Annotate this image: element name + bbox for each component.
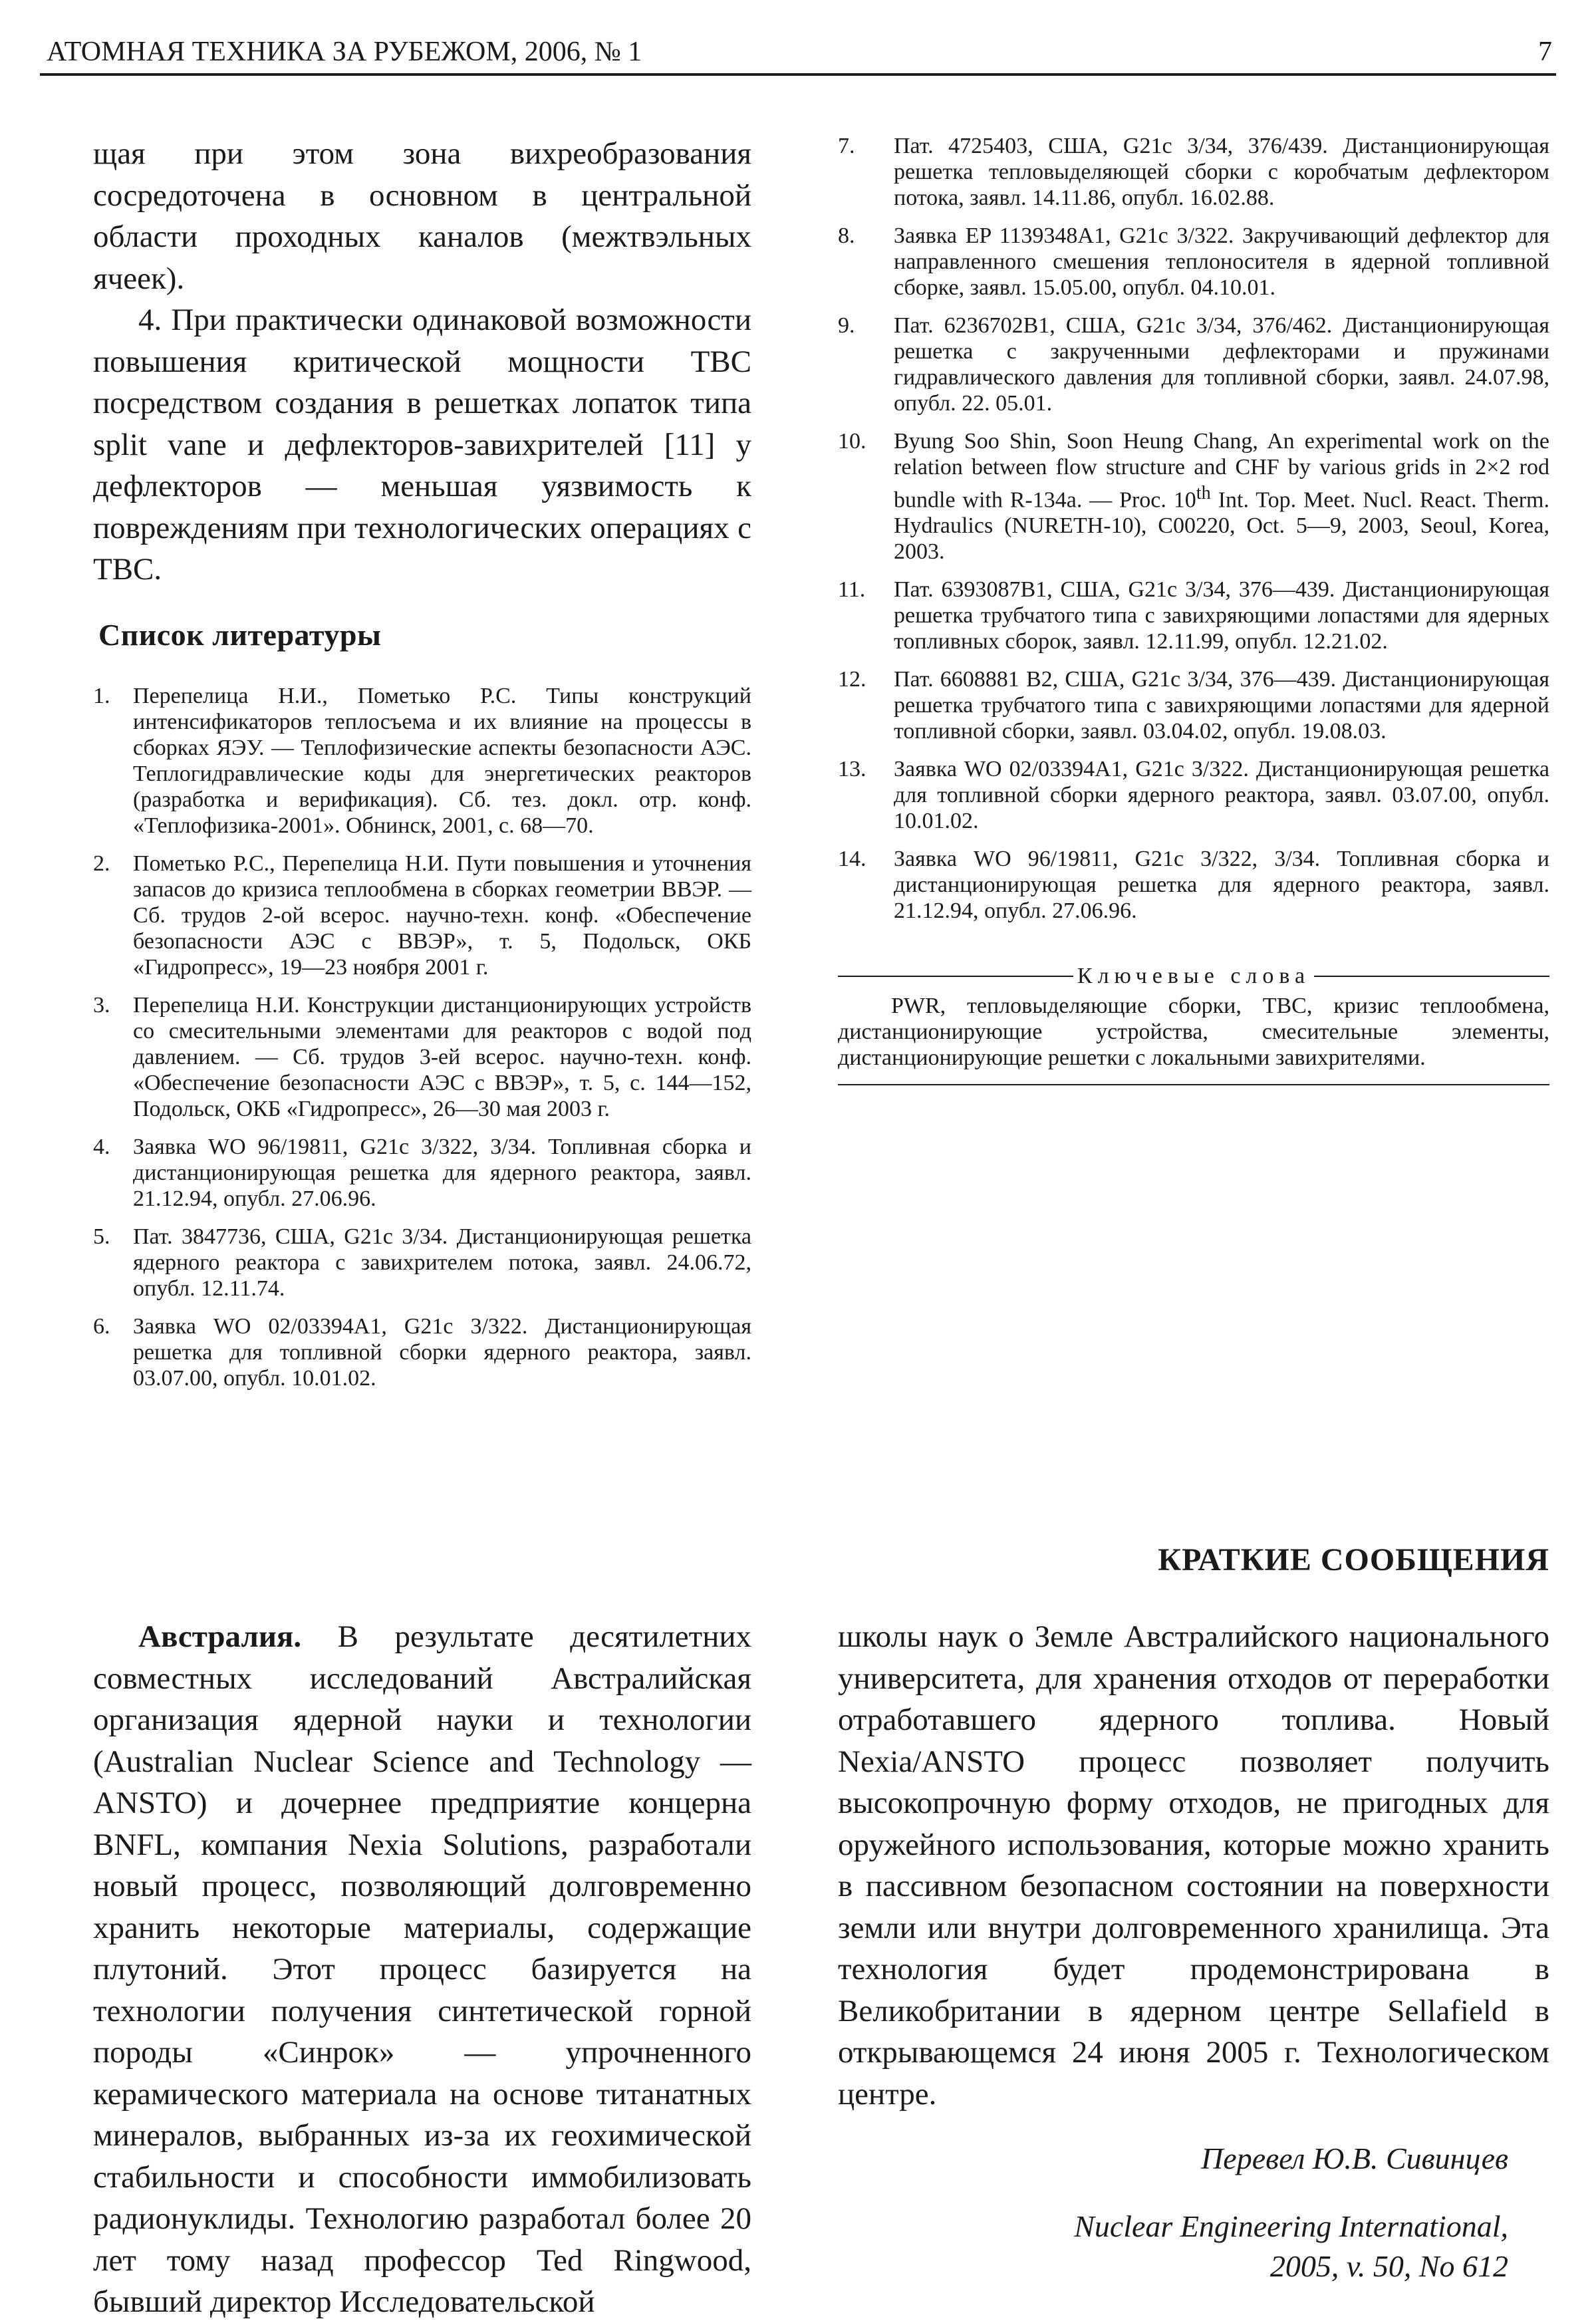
reference-text: Пат. 6236702B1, США, G21c 3/34, 376/462. Дистанционирующая решетка с закрученными дефлекторами и пружинами гидравлического давления для топливной сборки, заявл. 24.07.98, опубл. 22. 05.01. bbox=[894, 313, 1549, 416]
reference-text: Заявка WO 02/03394A1, G21c 3/322. Дистанционирующая решетка для топливной сборки ядерного реактора, заявл. 03.07.00, опубл. 10.01.02. bbox=[133, 1313, 751, 1391]
reference-item bbox=[838, 756, 1549, 834]
news-paragraph-right: школы наук о Земле Австралийского национального университета, для хранения отходов от переработки отработавшего ядерного топлива. Новый Nexia/ANSTO процесс позволяет получить высокопрочную форму отходов, не пригодных для оружейного использования, которые можно хранить в пассивном безопасном состоянии на поверхности земли или внутри долговременного хранилища. Эта технология будет продемонстрирована в Великобритании в ядерном центре Sellafield в открывающемся 24 июня 2005 г. Технологическом центре. bbox=[838, 1619, 1549, 2112]
reference-text: Byung Soo Shin, Soon Heung Chang, An experimental work on the relation between flow structure and CHF by various grids in 2×2 rod bundle with R-134a. — Proc. 10 bbox=[894, 429, 1549, 513]
right-column-bottom bbox=[838, 1616, 1549, 2286]
reference-item bbox=[838, 428, 1549, 565]
reference-number: 11. bbox=[838, 577, 866, 603]
reference-number: 6. bbox=[93, 1313, 110, 1339]
reference-item bbox=[838, 133, 1549, 211]
source-line-2: 2005, v. 50, No 612 bbox=[1269, 2249, 1508, 2283]
reference-item bbox=[93, 851, 751, 980]
reference-text: Пометько Р.С., Перепелица Н.И. Пути повышения и уточнения запасов до кризиса теплообмена в сборках геометрии ВВЭР. — Сб. трудов 2-ой всерос. научно-техн. конф. «Обеспечение безопасности АЭС с ВВЭР», т. 5, Подольск, ОКБ «Гидропресс», 19—23 ноября 2001 г. bbox=[133, 851, 751, 980]
keywords-text: PWR, тепловыделяющие сборки, ТВС, кризис теплообмена, дистанционирующие устройства, смесительные элементы, дистанционирующие решетки с локальными завихрителями. bbox=[838, 994, 1549, 1071]
reference-item bbox=[838, 223, 1549, 301]
reference-list-right bbox=[838, 133, 1549, 924]
keywords-rule-right bbox=[1314, 976, 1549, 977]
keywords-header bbox=[838, 964, 1549, 989]
reference-number: 14. bbox=[838, 847, 866, 872]
left-column-bottom bbox=[93, 1616, 751, 2323]
reference-number: 3. bbox=[93, 992, 110, 1018]
keywords-bottom-rule bbox=[838, 1084, 1549, 1085]
reference-number: 2. bbox=[93, 851, 110, 876]
reference-item bbox=[93, 1224, 751, 1301]
running-header bbox=[40, 23, 1556, 76]
news-lead: Австралия. bbox=[138, 1619, 302, 1654]
reference-text: Пат. 4725403, США, G21c 3/34, 376/439. Дистанционирующая решетка тепловыделяющей сборки с коробчатым дефлектором потока, заявл. 14.11.86, опубл. 16.02.88. bbox=[894, 134, 1549, 210]
reference-number: 8. bbox=[838, 223, 855, 248]
reference-item bbox=[838, 666, 1549, 744]
reference-text: Заявка EP 1139348A1, G21c 3/322. Закручивающий дефлектор для направленного смешения теплоносителя в ядерной топливной сборке, заявл. 15.05.00, опубл. 04.10.01. bbox=[894, 223, 1549, 300]
reference-number: 1. bbox=[93, 683, 110, 708]
keywords-rule-left bbox=[838, 976, 1073, 977]
reference-text: Заявка WO 02/03394A1, G21c 3/322. Дистанционирующая решетка для топливной сборки ядерного реактора, заявл. 03.07.00, опубл. 10.01.02. bbox=[894, 757, 1549, 834]
keywords-label: Ключевые слова bbox=[1077, 964, 1311, 989]
reference-item bbox=[838, 313, 1549, 416]
left-column-top bbox=[93, 133, 751, 1403]
conclusion-paragraph: 4. При практически одинаковой возможности повышения критической мощности ТВС посредством создания в решетках лопаток типа split vane и дефлекторов-завихрителей [11] у дефлекторов — меньшая уязвимость к повреждениям при технологических операциях с ТВС. bbox=[93, 303, 751, 587]
keywords-block bbox=[838, 964, 1549, 1085]
reference-number: 5. bbox=[93, 1224, 110, 1249]
reference-number: 9. bbox=[838, 313, 855, 338]
reference-number: 13. bbox=[838, 757, 866, 782]
reference-item bbox=[93, 683, 751, 839]
reference-item bbox=[838, 577, 1549, 654]
reference-item bbox=[93, 992, 751, 1122]
reference-text: Заявка WO 96/19811, G21c 3/322, 3/34. Топливная сборка и дистанционирующая решетка для ядерного реактора, заявл. 21.12.94, опубл. 27.06.96. bbox=[133, 1134, 751, 1211]
reference-text: Перепелица Н.И. Конструкции дистанционирующих устройств со смесительными элементами для реакторов с водой под давлением. — Сб. трудов 3-ей всерос. научно-техн. конф. «Обеспечение безопасности АЭС с ВВЭР», т. 5, с. 144—152, Подольск, ОКБ «Гидропресс», 26—30 мая 2003 г. bbox=[133, 992, 751, 1121]
reference-number: 4. bbox=[93, 1134, 110, 1159]
reference-number: 12. bbox=[838, 667, 866, 692]
reference-text: Перепелица Н.И., Пометько Р.С. Типы конструкций интенсификаторов теплосъема и их влияние на процессы в сборках ЯЭУ. — Теплофизические аспекты безопасности АЭС. Теплогидравлические коды для энергетических реакторов (разработка и верификация). Сб. тез. докл. отр. конф. «Теплофизика-2001». Обнинск, 2001, с. 68—70. bbox=[133, 683, 751, 838]
references-heading: Список литературы bbox=[98, 617, 382, 652]
news-text-left: В результате десятилетних совместных исследований Австралийская организация ядерной науки и технологии (Australian Nuclear Science and Technology — ANSTO) и дочернее предприятие концерна BNFL, компания Nexia Solutions, разработали новый процесс, позволяющий долговременно хранить некоторые материалы, содержащие плутоний. Этот процесс базируется на технологии получения синтетической горной породы «Синрок» — упрочненного керамического материала на основе титанатных минералов, выбранных из-за их геохимической стабильности и способности иммобилизовать радионуклиды. Технологию разработал более 20 лет тому назад профессор Ted Ringwood, бывший директор Исследовательской bbox=[93, 1619, 751, 2319]
reference-number: 7. bbox=[838, 134, 855, 158]
page-number: 7 bbox=[1538, 37, 1552, 67]
reference-number: 10. bbox=[838, 429, 866, 454]
reference-item bbox=[93, 1134, 751, 1212]
reference-list-left bbox=[93, 683, 751, 1391]
reference-item bbox=[93, 1313, 751, 1391]
source-line-1: Nuclear Engineering International, bbox=[1074, 2209, 1508, 2243]
reference-text: Пат. 3847736, США, G21c 3/34. Дистанционирующая решетка ядерного реактора с завихрителем потока, заявл. 24.06.72, опубл. 12.11.74. bbox=[133, 1224, 751, 1301]
right-column-top bbox=[838, 133, 1549, 1085]
reference-text: Пат. 6393087B1, США, G21c 3/34, 376—439. Дистанционирующая решетка трубчатого типа с завихряющими лопастями для ядерных топливных сборок, заявл. 12.11.99, опубл. 12.21.02. bbox=[894, 577, 1549, 654]
section-title: КРАТКИЕ СООБЩЕНИЯ bbox=[1158, 1542, 1549, 1577]
journal-title: АТОМНАЯ ТЕХНИКА ЗА РУБЕЖОМ, 2006, № 1 bbox=[47, 37, 642, 67]
reference-text: Пат. 6608881 B2, США, G21c 3/34, 376—439. Дистанционирующая решетка трубчатого типа с завихряющими лопастями для ядерной топливной сборки, заявл. 03.04.02, опубл. 19.08.03. bbox=[894, 667, 1549, 744]
article-continuation: щая при этом зона вихреобразования сосредоточена в основном в центральной области проходных каналов (межтвэльных ячеек). bbox=[93, 136, 751, 296]
reference-item bbox=[838, 846, 1549, 924]
reference-text: Заявка WO 96/19811, G21c 3/322, 3/34. Топливная сборка и дистанционирующая решетка для ядерного реактора, заявл. 21.12.94, опубл. 27.06.96. bbox=[894, 847, 1549, 924]
translator-credit: Перевел Ю.В. Сивинцев bbox=[1201, 2141, 1508, 2175]
news-paragraph-left bbox=[93, 1616, 751, 2323]
reference-text-continued: Int. Top. Meet. Nucl. React. Therm. Hydraulics (NURETH-10), C00220, Oct. 5—9, 2003, Seoul, Korea, 2003. bbox=[894, 487, 1549, 565]
reference-superscript: th bbox=[1196, 483, 1211, 503]
